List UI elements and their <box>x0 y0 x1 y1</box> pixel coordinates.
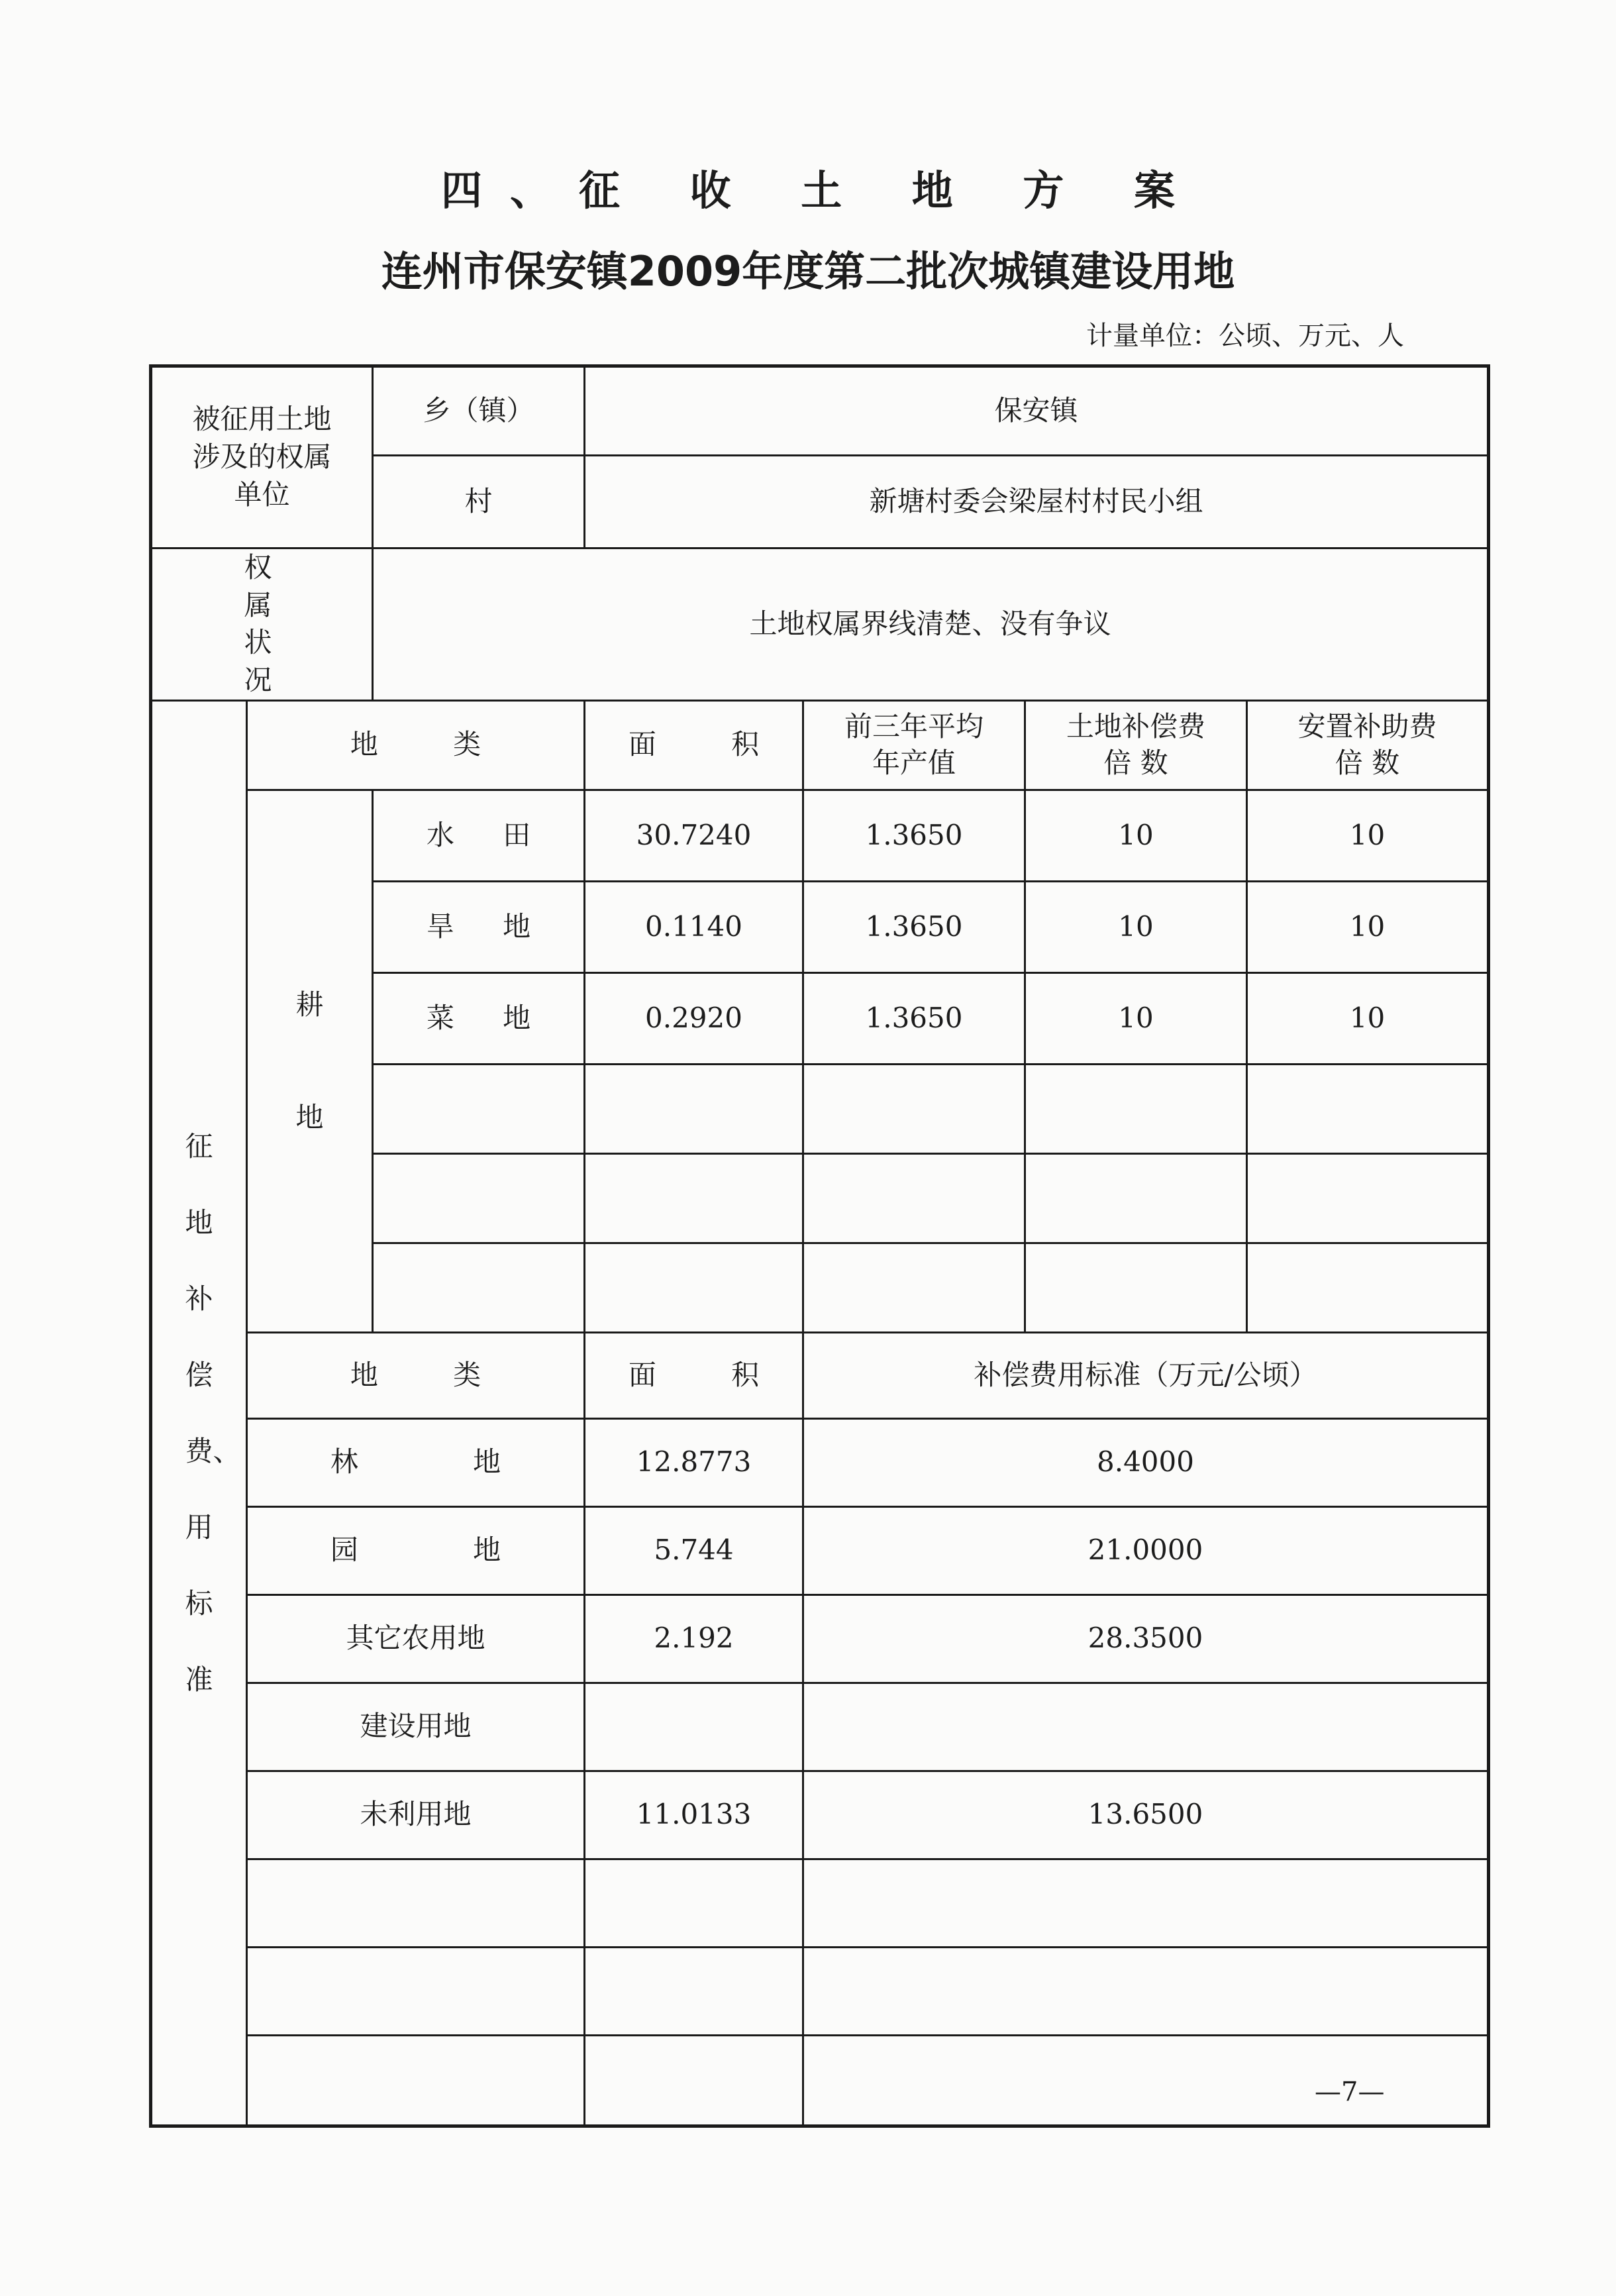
empty-cell <box>585 1243 803 1332</box>
other-type: 其它农用地 <box>247 1594 585 1683</box>
table-row-empty <box>151 2035 1489 2126</box>
village-value: 新塘村委会梁屋村村民小组 <box>585 456 1489 548</box>
empty-cell <box>1025 1243 1247 1332</box>
cultivated-header-type: 地 类 <box>247 700 585 790</box>
page-subtitle: 连州市保安镇2009年度第二批次城镇建设用地 <box>381 247 1235 295</box>
cultivated-type: 旱 地 <box>373 881 585 972</box>
cultivated-group-label: 耕地 <box>295 988 324 1133</box>
empty-cell <box>803 1243 1025 1332</box>
ownership-status-value: 土地权属界线清楚、没有争议 <box>373 548 1489 701</box>
table-row <box>151 1771 1489 1859</box>
other-area: 2.192 <box>585 1594 803 1683</box>
empty-cell <box>585 1153 803 1243</box>
empty-cell <box>373 1064 585 1153</box>
table-row <box>151 1683 1489 1771</box>
page-number: —7— <box>1315 2077 1385 2107</box>
empty-cell <box>803 1859 1489 1947</box>
village-label: 村 <box>373 456 585 548</box>
empty-cell <box>1025 1153 1247 1243</box>
empty-cell <box>803 1064 1025 1153</box>
empty-cell <box>373 1153 585 1243</box>
empty-cell <box>373 1243 585 1332</box>
other-standard: 21.0000 <box>803 1506 1489 1594</box>
other-header-area: 面 积 <box>585 1332 803 1418</box>
table-row <box>151 1594 1489 1683</box>
cultivated-header-area: 面 积 <box>585 700 803 790</box>
other-area: 11.0133 <box>585 1771 803 1859</box>
cultivated-resettle-multiple: 10 <box>1247 790 1489 881</box>
empty-cell <box>803 1947 1489 2035</box>
cultivated-avg-output: 1.3650 <box>803 881 1025 972</box>
measurement-unit: 计量单位：公顷、万元、人 <box>1086 321 1404 351</box>
other-standard: 28.3500 <box>803 1594 1489 1683</box>
table-row <box>151 1418 1489 1506</box>
other-area: 12.8773 <box>585 1418 803 1506</box>
owner-label-cell <box>151 366 373 548</box>
cultivated-area: 30.7240 <box>585 790 803 881</box>
empty-cell <box>1247 1153 1489 1243</box>
cultivated-area: 0.1140 <box>585 881 803 972</box>
cultivated-area: 0.2920 <box>585 972 803 1064</box>
township-value: 保安镇 <box>585 366 1489 456</box>
compensation-section-label: 征地补偿费、用标准 <box>185 1129 241 1696</box>
empty-cell <box>803 1153 1025 1243</box>
other-standard <box>803 1683 1489 1771</box>
empty-cell <box>585 1947 803 2035</box>
cultivated-header-land-multiple: 土地补偿费倍 数 <box>1025 700 1247 790</box>
empty-cell <box>247 2035 585 2126</box>
other-type: 建设用地 <box>247 1683 585 1771</box>
land-acquisition-table <box>149 364 1490 2128</box>
page-title: 四、征 收 土 地 方 案 <box>441 166 1203 215</box>
cultivated-land-multiple: 10 <box>1025 972 1247 1064</box>
table-row-empty <box>151 1947 1489 2035</box>
empty-cell <box>247 1947 585 2035</box>
empty-cell <box>247 1859 585 1947</box>
empty-cell <box>585 1859 803 1947</box>
other-type: 未利用地 <box>247 1771 585 1859</box>
empty-cell <box>1247 1064 1489 1153</box>
ownership-status-label: 权属状况 <box>244 551 312 697</box>
cultivated-resettle-multiple: 10 <box>1247 881 1489 972</box>
owner-label: 被征用土地涉及的权属单位 <box>192 403 332 511</box>
empty-cell <box>1247 1243 1489 1332</box>
cultivated-header-output: 前三年平均年产值 <box>803 700 1025 790</box>
table-row <box>151 1506 1489 1594</box>
compensation-section-label-cell <box>151 700 247 2126</box>
cultivated-land-multiple: 10 <box>1025 881 1247 972</box>
township-label: 乡（镇） <box>373 366 585 456</box>
other-area <box>585 1683 803 1771</box>
other-header-type: 地 类 <box>247 1332 585 1418</box>
ownership-status-label-cell <box>151 548 373 701</box>
cultivated-type: 水 田 <box>373 790 585 881</box>
other-header-standard: 补偿费用标准（万元/公顷） <box>803 1332 1489 1418</box>
cultivated-header-resettle-multiple: 安置补助费倍 数 <box>1247 700 1489 790</box>
other-type: 园 地 <box>247 1506 585 1594</box>
empty-cell <box>803 2035 1489 2126</box>
cultivated-avg-output: 1.3650 <box>803 790 1025 881</box>
other-type: 林 地 <box>247 1418 585 1506</box>
other-standard: 8.4000 <box>803 1418 1489 1506</box>
cultivated-resettle-multiple: 10 <box>1247 972 1489 1064</box>
empty-cell <box>1025 1064 1247 1153</box>
cultivated-type: 菜 地 <box>373 972 585 1064</box>
cultivated-land-multiple: 10 <box>1025 790 1247 881</box>
table-row-empty <box>151 1859 1489 1947</box>
other-area: 5.744 <box>585 1506 803 1594</box>
cultivated-group-label-cell <box>247 790 373 1332</box>
other-standard: 13.6500 <box>803 1771 1489 1859</box>
empty-cell <box>585 2035 803 2126</box>
empty-cell <box>585 1064 803 1153</box>
table-row <box>151 790 1489 881</box>
cultivated-avg-output: 1.3650 <box>803 972 1025 1064</box>
